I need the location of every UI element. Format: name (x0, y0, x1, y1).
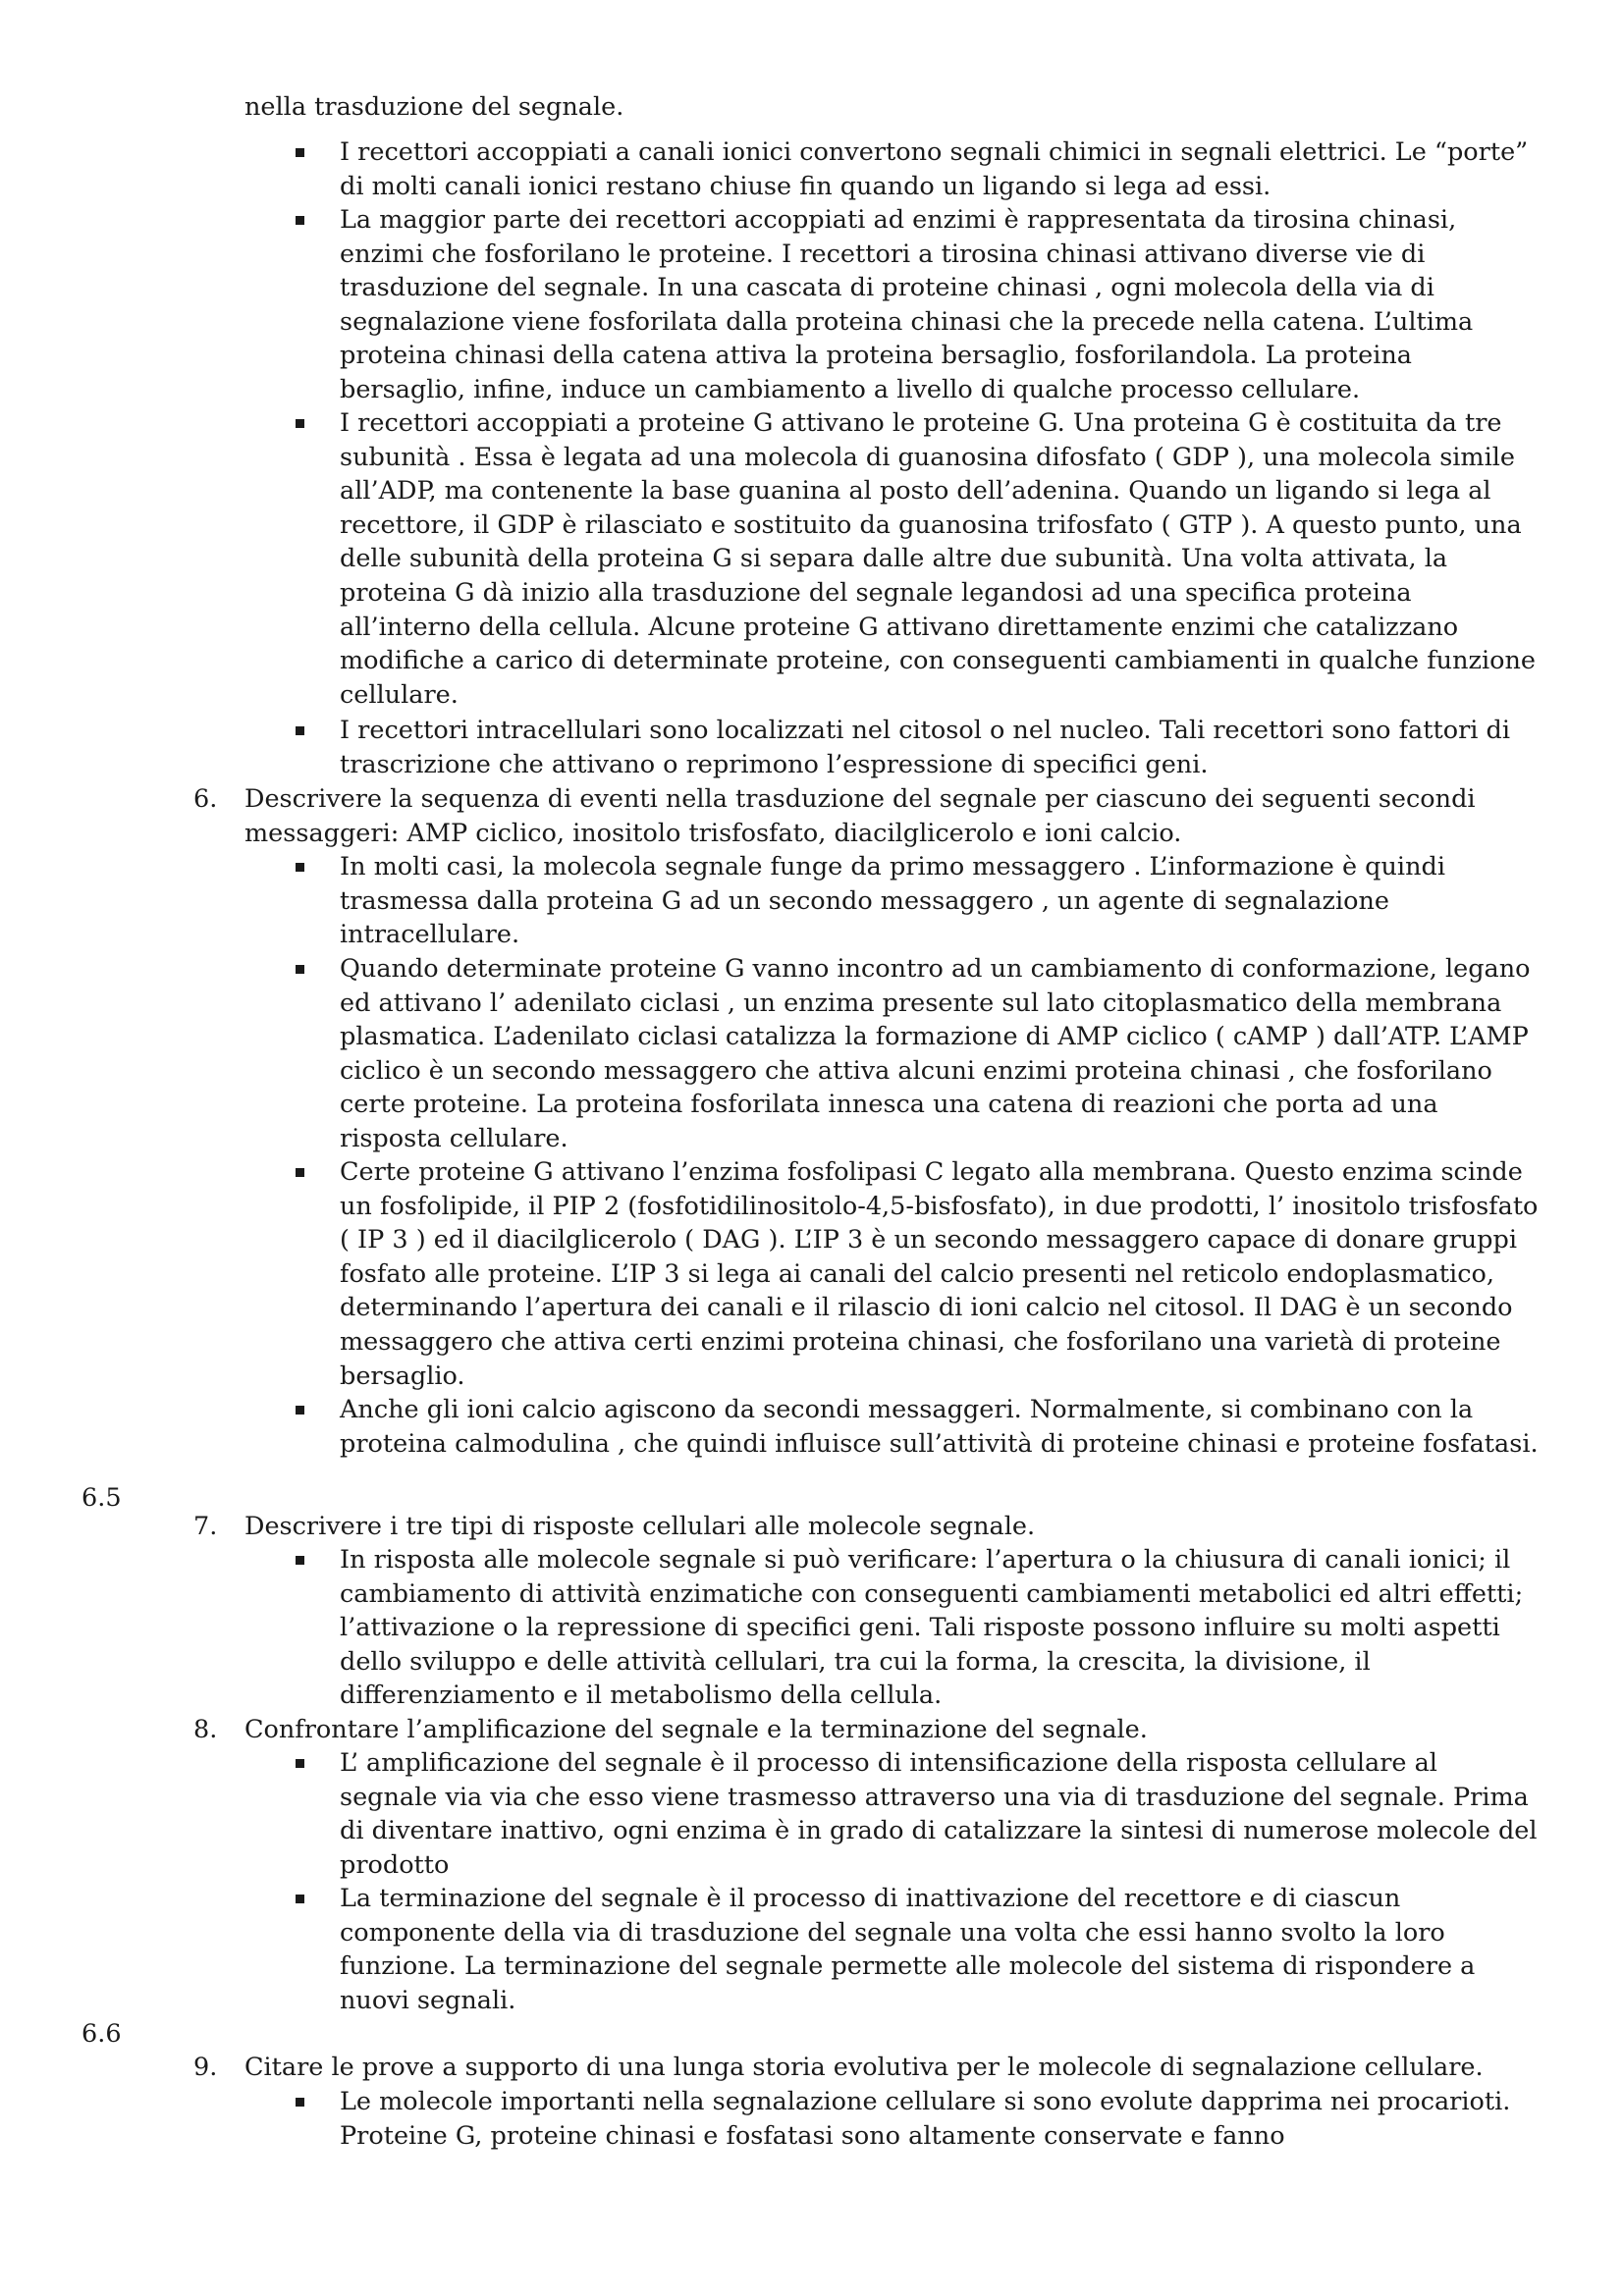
question-9 (193, 2051, 1531, 2085)
square-bullet-icon (296, 419, 304, 428)
intro-line: nella trasduzione del segnale. (244, 92, 624, 122)
square-bullet-icon (296, 148, 304, 157)
bullet-cellular-responses: In risposta alle molecole segnale si può verificare: l’apertura o la chiusura di canali ionici; il cambiamento di attività enzimatiche con conseguenti cambiamenti metabolici ed altri effetti; l’attivazione o la repressione di specifici geni. Tali risposte possono influire su molti aspetti dello sviluppo e delle attività cellulari, tra cui la forma, la crescita, la divisione, il differenziamento e il metabolismo della cellula. (323, 1543, 1541, 1713)
square-bullet-icon (296, 1168, 304, 1177)
bullet-signal-termination: La terminazione del segnale è il processo di inattivazione del recettore e di ciascun componente della via di trasduzione del segnale una volta che essi hanno svolto la loro funzione. La terminazione del segnale permette alle molecole del sistema di rispondere a nuovi segnali. (323, 1882, 1541, 2017)
square-bullet-icon (296, 1895, 304, 1903)
bullet-calcium-ions: Anche gli ioni calcio agiscono da secondi messaggeri. Normalmente, si combinano con la proteina calmodulina , che quindi influisce sull’attività di proteine chinasi e proteine fosfatasi. (323, 1393, 1541, 1461)
question-8 (193, 1713, 1531, 1747)
square-bullet-icon (296, 216, 304, 225)
question-text: Descrivere i tre tipi di risposte cellulari alle molecole segnale. (244, 1512, 1036, 1541)
question-text: Citare le prove a supporto di una lunga storia evolutiva per le molecole di segnalazione cellulare. (244, 2053, 1484, 2082)
bullet-adenylate-cyclase: Quando determinate proteine G vanno incontro ad un cambiamento di conformazione, legano ed attivano l’ adenilato ciclasi , un enzima presente sul lato citoplasmatico della membrana plasmatica. L’adenilato ciclasi catalizza la formazione di AMP ciclico ( cAMP ) dall’ATP. L’AMP ciclico è un secondo messaggero che attiva alcuni enzimi proteina chinasi , che fosforilano certe proteine. La proteina fosforilata innesca una catena di reazioni che porta ad una risposta cellulare. (323, 952, 1541, 1156)
bullet-g-protein-receptors: I recettori accoppiati a proteine G attivano le proteine G. Una proteina G è costituita da tre subunità . Essa è legata ad una molecola di guanosina difosfato ( GDP ), una molecola simile all’ADP, ma contenente la base guanina al posto dell’adenina. Quando un ligando si lega al recettore, il GDP è rilasciato e sostituito da guanosina trifosfato ( GTP ). A questo punto, una delle subunità della proteina G si separa dalle altre due subunità. Una volta attivata, la proteina G dà inizio alla trasduzione del segnale legandosi ad una specifica proteina all’interno della cellula. Alcune proteine G attivano direttamente enzimi che catalizzano modifiche a carico di determinate proteine, con conseguenti cambiamenti in qualche funzione cellulare. (323, 406, 1541, 712)
square-bullet-icon (296, 726, 304, 735)
bullet-evolutionary-history: Le molecole importanti nella segnalazione cellulare si sono evolute dapprima nei procarioti. Proteine G, proteine chinasi e fosfatasi sono altamente conservate e fanno (323, 2085, 1541, 2153)
section-number-6-5: 6.5 (81, 1483, 122, 1513)
square-bullet-icon (296, 965, 304, 974)
bullet-intracellular-receptors: I recettori intracellulari sono localizzati nel citosol o nel nucleo. Tali recettori sono fattori di trascrizione che attivano o reprimono l’espressione di specifici geni. (323, 714, 1541, 781)
section-number-6-6: 6.6 (81, 2019, 122, 2049)
square-bullet-icon (296, 1556, 304, 1565)
square-bullet-icon (296, 863, 304, 872)
bullet-phospholipase-c: Certe proteine G attivano l’enzima fosfolipasi C legato alla membrana. Questo enzima scinde un fosfolipide, il PIP 2 (fosfotidilinositolo-4,5-bisfosfato), in due prodotti, l’ inositolo trisfosfato ( IP 3 ) ed il diacilglicerolo ( DAG ). L’IP 3 è un secondo messaggero capace di donare gruppi fosfato alle proteine. L’IP 3 si lega ai canali del calcio presenti nel reticolo endoplasmatico, determinando l’apertura dei canali e il rilascio di ioni calcio nel citosol. Il DAG è un secondo messaggero che attiva certi enzimi proteina chinasi, che fosforilano una varietà di proteine bersaglio. (323, 1155, 1541, 1393)
square-bullet-icon (296, 2098, 304, 2107)
square-bullet-icon (296, 1759, 304, 1768)
bullet-signal-amplification: L’ amplificazione del segnale è il processo di intensificazione della risposta cellulare al segnale via via che esso viene trasmesso attraverso una via di trasduzione del segnale. Prima di diventare inattivo, ogni enzima è in grado di catalizzare la sintesi di numerose molecole del prodotto (323, 1746, 1541, 1882)
bullet-first-messenger: In molti casi, la molecola segnale funge da primo messaggero . L’informazione è quindi trasmessa dalla proteina G ad un secondo messaggero , un agente di segnalazione intracellulare. (323, 850, 1541, 952)
question-number: 8. (193, 1715, 218, 1744)
question-text: Confrontare l’amplificazione del segnale e la terminazione del segnale. (244, 1715, 1148, 1744)
question-number: 6. (193, 784, 218, 814)
bullet-ion-channel-receptors: I recettori accoppiati a canali ionici convertono segnali chimici in segnali elettrici. Le “porte” di molti canali ionici restano chiuse fin quando un ligando si lega ad essi. (323, 135, 1541, 203)
square-bullet-icon (296, 1406, 304, 1415)
question-number: 9. (193, 2053, 218, 2082)
bullet-enzyme-receptors: La maggior parte dei recettori accoppiati ad enzimi è rappresentata da tirosina chinasi, enzimi che fosforilano le proteine. I recettori a tirosina chinasi attivano diverse vie di trasduzione del segnale. In una cascata di proteine chinasi , ogni molecola della via di segnalazione viene fosforilata dalla proteina chinasi che la precede nella catena. L’ultima proteina chinasi della catena attiva la proteina bersaglio, fosforilandola. La proteina bersaglio, infine, induce un cambiamento a livello di qualche processo cellulare. (323, 203, 1541, 407)
question-number: 7. (193, 1512, 218, 1541)
question-7 (193, 1510, 1531, 1544)
question-text: Descrivere la sequenza di eventi nella trasduzione del segnale per ciascuno dei seguenti secondi messaggeri: AMP ciclico, inositolo trisfosfato, diacilglicerolo e ioni calcio. (244, 784, 1476, 848)
question-6 (193, 782, 1531, 850)
